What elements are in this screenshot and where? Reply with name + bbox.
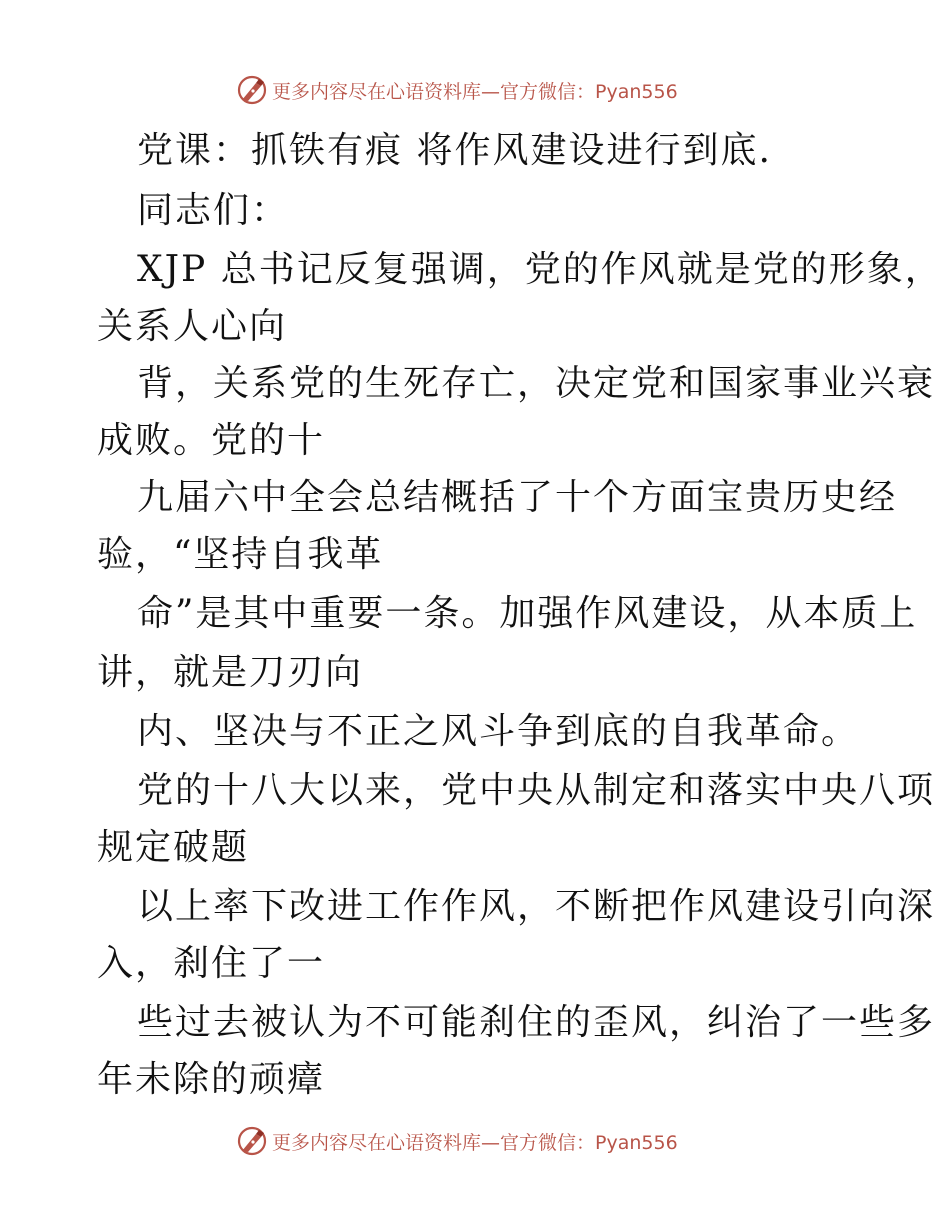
text-line: XJP 总书记反复强调，党的作风就是党的形象， — [137, 249, 943, 290]
salutation: 同志们： — [137, 190, 290, 231]
text-line: 内、坚决与不正之风斗争到底的自我革命。 — [137, 711, 860, 752]
text-line: 些过去被认为不可能刹住的歪风，纠治了一些多 — [137, 1002, 936, 1043]
watermark-text: 更多内容尽在心语资料库—官方微信：Pyan556 — [272, 80, 678, 103]
footer-watermark — [236, 1124, 678, 1158]
text-line: 以上率下改进工作作风，不断把作风建设引向深 — [137, 886, 936, 927]
text-line: 入，刹住了一 — [97, 943, 326, 984]
text-line: 讲，就是刀刃向 — [97, 652, 364, 693]
pen-nib-circle-icon — [236, 1125, 268, 1157]
text-line: 验，“坚持自我革 — [97, 534, 384, 575]
document-title: 党课：抓铁有痕 将作风建设进行到底. — [137, 130, 772, 171]
watermark-text: 更多内容尽在心语资料库—官方微信：Pyan556 — [272, 1131, 678, 1154]
text-line: 规定破题 — [97, 827, 250, 868]
text-line: 党的十八大以来，党中央从制定和落实中央八项 — [137, 770, 936, 811]
text-line: 九届六中全会总结概括了十个方面宝贵历史经 — [137, 477, 898, 518]
text-line: 命”是其中重要一条。加强作风建设，从本质上 — [137, 593, 918, 634]
text-line: 成败。党的十 — [97, 420, 326, 461]
text-line: 背，关系党的生死存亡，决定党和国家事业兴衰 — [137, 363, 936, 404]
text-line: 年未除的顽瘴 — [97, 1059, 326, 1100]
pen-nib-circle-icon — [236, 74, 268, 106]
text-line: 关系人心向 — [97, 306, 288, 347]
header-watermark — [236, 73, 678, 107]
